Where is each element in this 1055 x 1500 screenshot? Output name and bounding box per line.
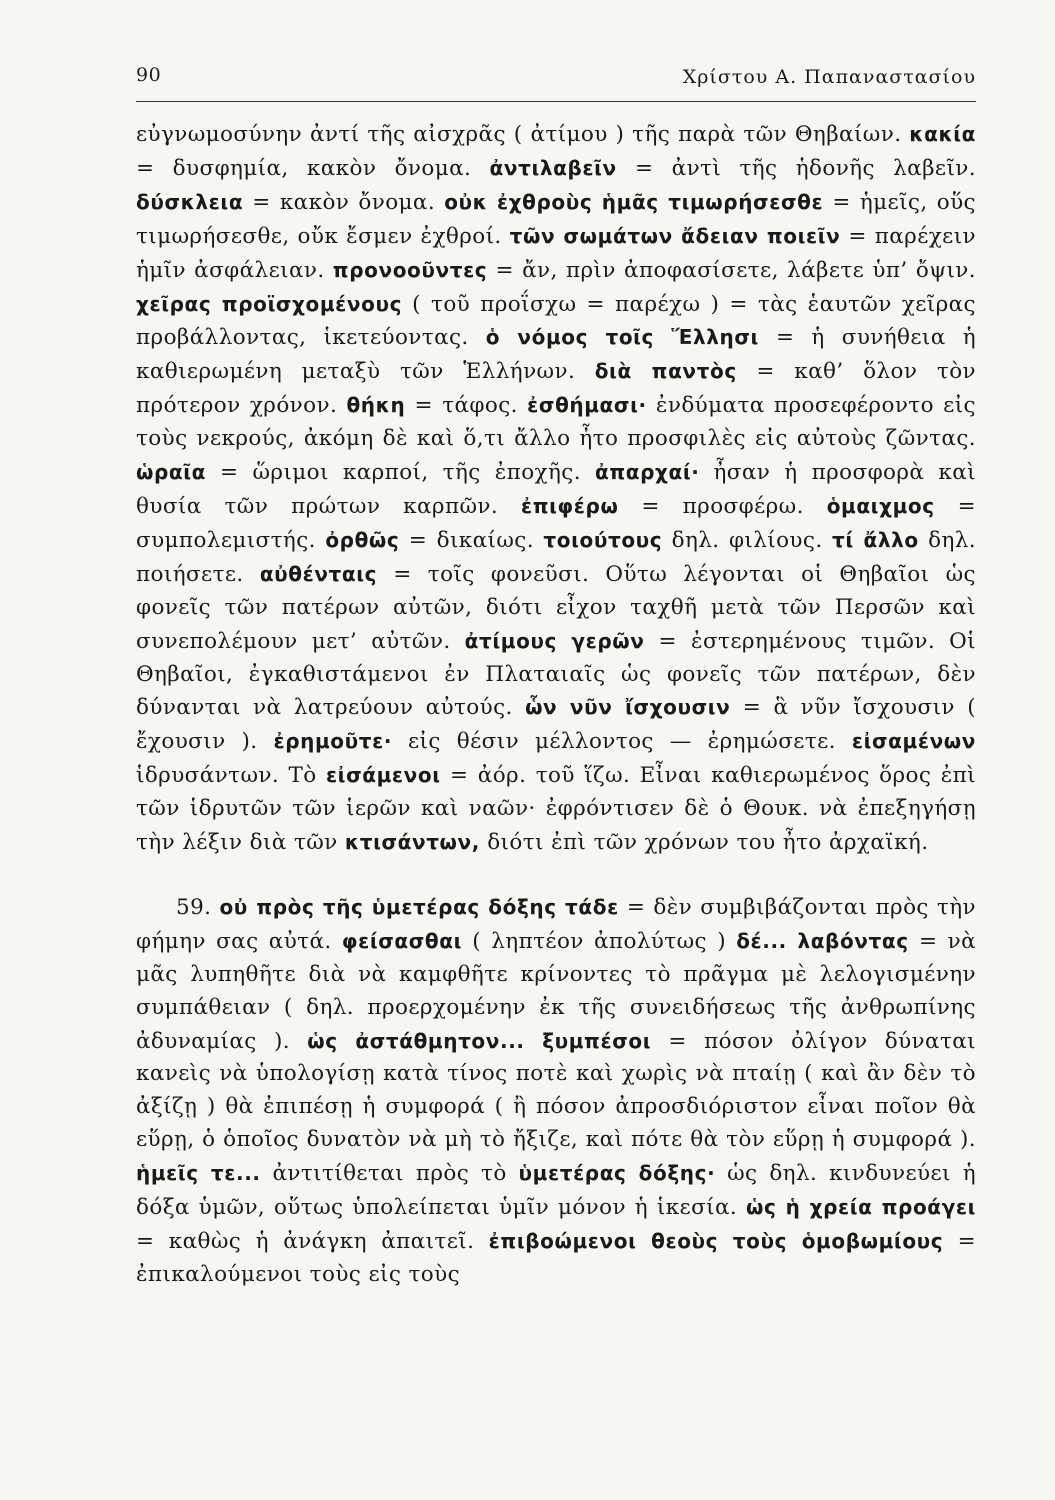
gloss-text: = πόσον ὀλίγον δύναται κανεὶς νὰ ὑπολογίσῃ κατὰ τίνος ποτὲ καὶ χωρὶς νὰ πταίῃ ( καὶ ἂν δὲν τὸ ἀξίζῃ ) θὰ ἐπιπέσῃ ἡ συμφορά ( ἢ πόσον ἀπροσδιόριστον εἶναι ποῖον θὰ εὕρῃ, ὁ ὁποῖος δυνατὸν νὰ μὴ τὸ ἤξιζε, καὶ πότε θὰ τὸν εὕρῃ ἡ συμφορά ).	[136, 1028, 976, 1153]
gloss-text: = δυσφημία, κακὸν ὄνομα.	[136, 155, 490, 181]
gloss-text: ἦσαν ἡ προσφορὰ καὶ θυσία τῶν πρώτων καρπῶν.	[136, 460, 976, 519]
lemma: ἐπιφέρω	[521, 493, 619, 518]
page-number: 90	[136, 64, 162, 86]
paragraph-commentary-58	[136, 118, 976, 860]
lemma: οὐ πρὸς τῆς ὑμετέρας δόξης τάδε	[219, 894, 619, 919]
lemma: ὡς ἡ χρεία προάγει	[746, 1195, 976, 1220]
lemma: φείσασθαι	[341, 928, 462, 953]
lemma: ἐσθήμασι·	[527, 393, 647, 418]
gloss-text: = προσφέρω.	[618, 493, 827, 519]
lemma: κακία	[909, 122, 976, 146]
paragraph-commentary-59	[136, 891, 976, 1292]
lemma: ὁ νόμος τοῖς Ἕλλησι	[485, 325, 759, 350]
lemma: τί ἄλλο	[832, 527, 919, 552]
lemma: τοιούτους	[543, 527, 663, 552]
gloss-text: = τοῖς φονεῦσι. Οὕτω λέγονται οἱ Θηβαῖοι ὡς φονεῖς τῶν πατέρων αὐτῶν, διότι εἶχον ταχθῆ μετὰ τῶν Περσῶν καὶ συνεπολέμουν μετ’ αὐτῶν.	[136, 561, 976, 654]
page-header	[136, 64, 976, 104]
lemma: ὁμαιχμος	[826, 493, 935, 518]
gloss-text: διότι ἐπὶ τῶν χρόνων του ἦτο ἀρχαϊκή.	[479, 830, 929, 856]
gloss-text: ἀντιτίθεται πρὸς τὸ	[260, 1161, 519, 1187]
gloss-text: = ἡ συνήθεια ἡ καθιερωμένη μεταξὺ τῶν Ἑλλήνων.	[136, 325, 976, 385]
gloss-text: = καθ’ ὅλον τὸν πρότερον χρόνον.	[136, 359, 977, 419]
lemma: χεῖρας προϊσχομένους	[136, 291, 403, 316]
gloss-text: = ἃ νῦν ἴσχουσιν ( ἔχουσιν ).	[136, 695, 976, 755]
lemma: ἐρημοῦτε·	[273, 729, 393, 754]
gloss-text: = δικαίως.	[399, 527, 544, 553]
lemma: εἰσαμένων	[851, 729, 976, 754]
gloss-text: = ἡμεῖς, οὕς τιμωρήσεσθε, οὔκ ἔσμεν ἐχθροί.	[136, 189, 976, 249]
lemma: δύσκλεια	[136, 189, 244, 214]
gloss-text: = ὥριμοι καρποί, τῆς ἐποχῆς.	[205, 460, 595, 486]
gloss-text: εἰς θέσιν μέλλοντος — ἐρημώσετε.	[392, 729, 852, 755]
lemma: δέ... λαβόντας	[736, 928, 909, 953]
lemma: ὡραῖα	[136, 460, 206, 485]
gloss-text: εὐγνωμοσύνην ἀντί τῆς αἰσχρᾶς ( ἀτίμου ) τῆς παρὰ τῶν Θηβαίων.	[136, 122, 910, 147]
gloss-text: ( ληπτέον ἀπολύτως )	[462, 928, 737, 954]
lemma: ὧν νῦν ἴσχουσιν	[525, 695, 731, 720]
body-text	[136, 118, 976, 1292]
gloss-text: ὡς δηλ. κινδυνεύει ἡ δόξα ὑμῶν, οὕτως ὑπολείπεται ὑμῖν μόνον ἡ ἱκεσία.	[136, 1161, 976, 1221]
lemma: προνοοῦντες	[332, 257, 488, 282]
gloss-text: = ἀντὶ τῆς ἡδονῆς λαβεῖν.	[616, 155, 976, 181]
gloss-text: = ἀόρ. τοῦ ἵζω. Εἶναι καθιερωμένος ὅρος ἐπὶ τῶν ἱδρυτῶν τῶν ἱερῶν καὶ ναῶν· ἐφρόντισεν δὲ ὁ Θουκ. νὰ ἐπεξηγήσῃ τὴν λέξιν διὰ τῶν	[136, 763, 976, 856]
gloss-text: = δὲν συμβιβάζονται πρὸς τὴν φήμην σας αὐτά.	[136, 894, 976, 954]
lemma: εἰσάμενοι	[325, 763, 441, 788]
gloss-text: = νὰ μᾶς λυπηθῆτε διὰ νὰ καμφθῆτε κρίνοντες τὸ πρᾶγμα μὲ λελογισμένην συμπάθειαν ( δηλ. προερχομένην ἐκ τῆς συνειδήσεως τῆς ἀνθρωπίνης ἀδυναμίας ).	[136, 928, 976, 1054]
gloss-text: ἐνδύματα προσεφέροντο εἰς τοὺς νεκρούς, ἀκόμη δὲ καὶ ὅ,τι ἄλλο ἦτο προσφιλὲς εἰς αὐτοὺς ζῶντας.	[136, 393, 976, 452]
gloss-text: ἱδρυσάντων. Τὸ	[136, 763, 326, 789]
gloss-text: = συμπολεμιστής.	[136, 493, 976, 553]
lemma: θήκη	[346, 393, 406, 418]
lemma: ἐπιβοώμενοι θεοὺς τοὺς ὁμοβωμίους	[488, 1229, 944, 1253]
gloss-text: = ἄν, πρὶν ἀποφασίσετε, λάβετε ὑπ’ ὄψιν.	[487, 257, 977, 283]
gloss-text: = τάφος.	[405, 393, 528, 419]
gloss-text: = παρέχειν ἡμῖν ἀσφάλειαν.	[136, 223, 977, 283]
header-rule	[136, 101, 976, 102]
gloss-text: = ἐστερημένους τιμῶν. Οἱ Θηβαῖοι, ἐγκαθιστάμενοι ἐν Πλαταιαῖς ὡς φονεῖς τῶν πατέρων, δὲν δύνανται νὰ λατρεύουν αὐτούς.	[136, 628, 976, 721]
lemma: ἀπαρχαί·	[594, 460, 700, 485]
lemma: τῶν σωμάτων ἄδειαν ποιεῖν	[509, 223, 841, 248]
gloss-text: ( τοῦ προΐσχω = παρέχω ) = τὰς ἑαυτῶν χεῖρας προβάλλοντας, ἱκετεύοντας.	[136, 291, 976, 351]
gloss-text: = καθὼς ἡ ἀνάγκη ἀπαιτεῖ.	[136, 1229, 489, 1254]
lemma: ὑμετέρας δόξης·	[518, 1161, 716, 1186]
running-head: Χρίστου Α. Παπαναστασίου	[682, 66, 976, 88]
gloss-text: δηλ. ποιήσετε.	[136, 527, 977, 587]
lemma: ἀτίμους γερῶν	[464, 628, 645, 653]
lemma: αὐθένταις	[259, 561, 378, 586]
lemma: ἡμεῖς τε...	[136, 1161, 261, 1186]
gloss-text: 59.	[176, 894, 220, 920]
lemma: κτισάντων,	[344, 830, 480, 855]
gloss-text: = ἐπικαλούμενοι τοὺς εἰς τοὺς	[136, 1229, 976, 1287]
gloss-text: δηλ. φιλίους.	[662, 527, 832, 553]
lemma: οὐκ ἐχθροὺς ἡμᾶς τιμωρήσεσθε	[444, 189, 824, 214]
lemma: ἀντιλαβεῖν	[489, 155, 617, 180]
lemma: διὰ παντὸς	[594, 359, 737, 384]
lemma: ὡς ἀστάθμητον... ξυμπέσοι	[307, 1028, 652, 1053]
lemma: ὀρθῶς	[325, 527, 400, 552]
gloss-text: = κακὸν ὄνομα.	[243, 189, 445, 215]
